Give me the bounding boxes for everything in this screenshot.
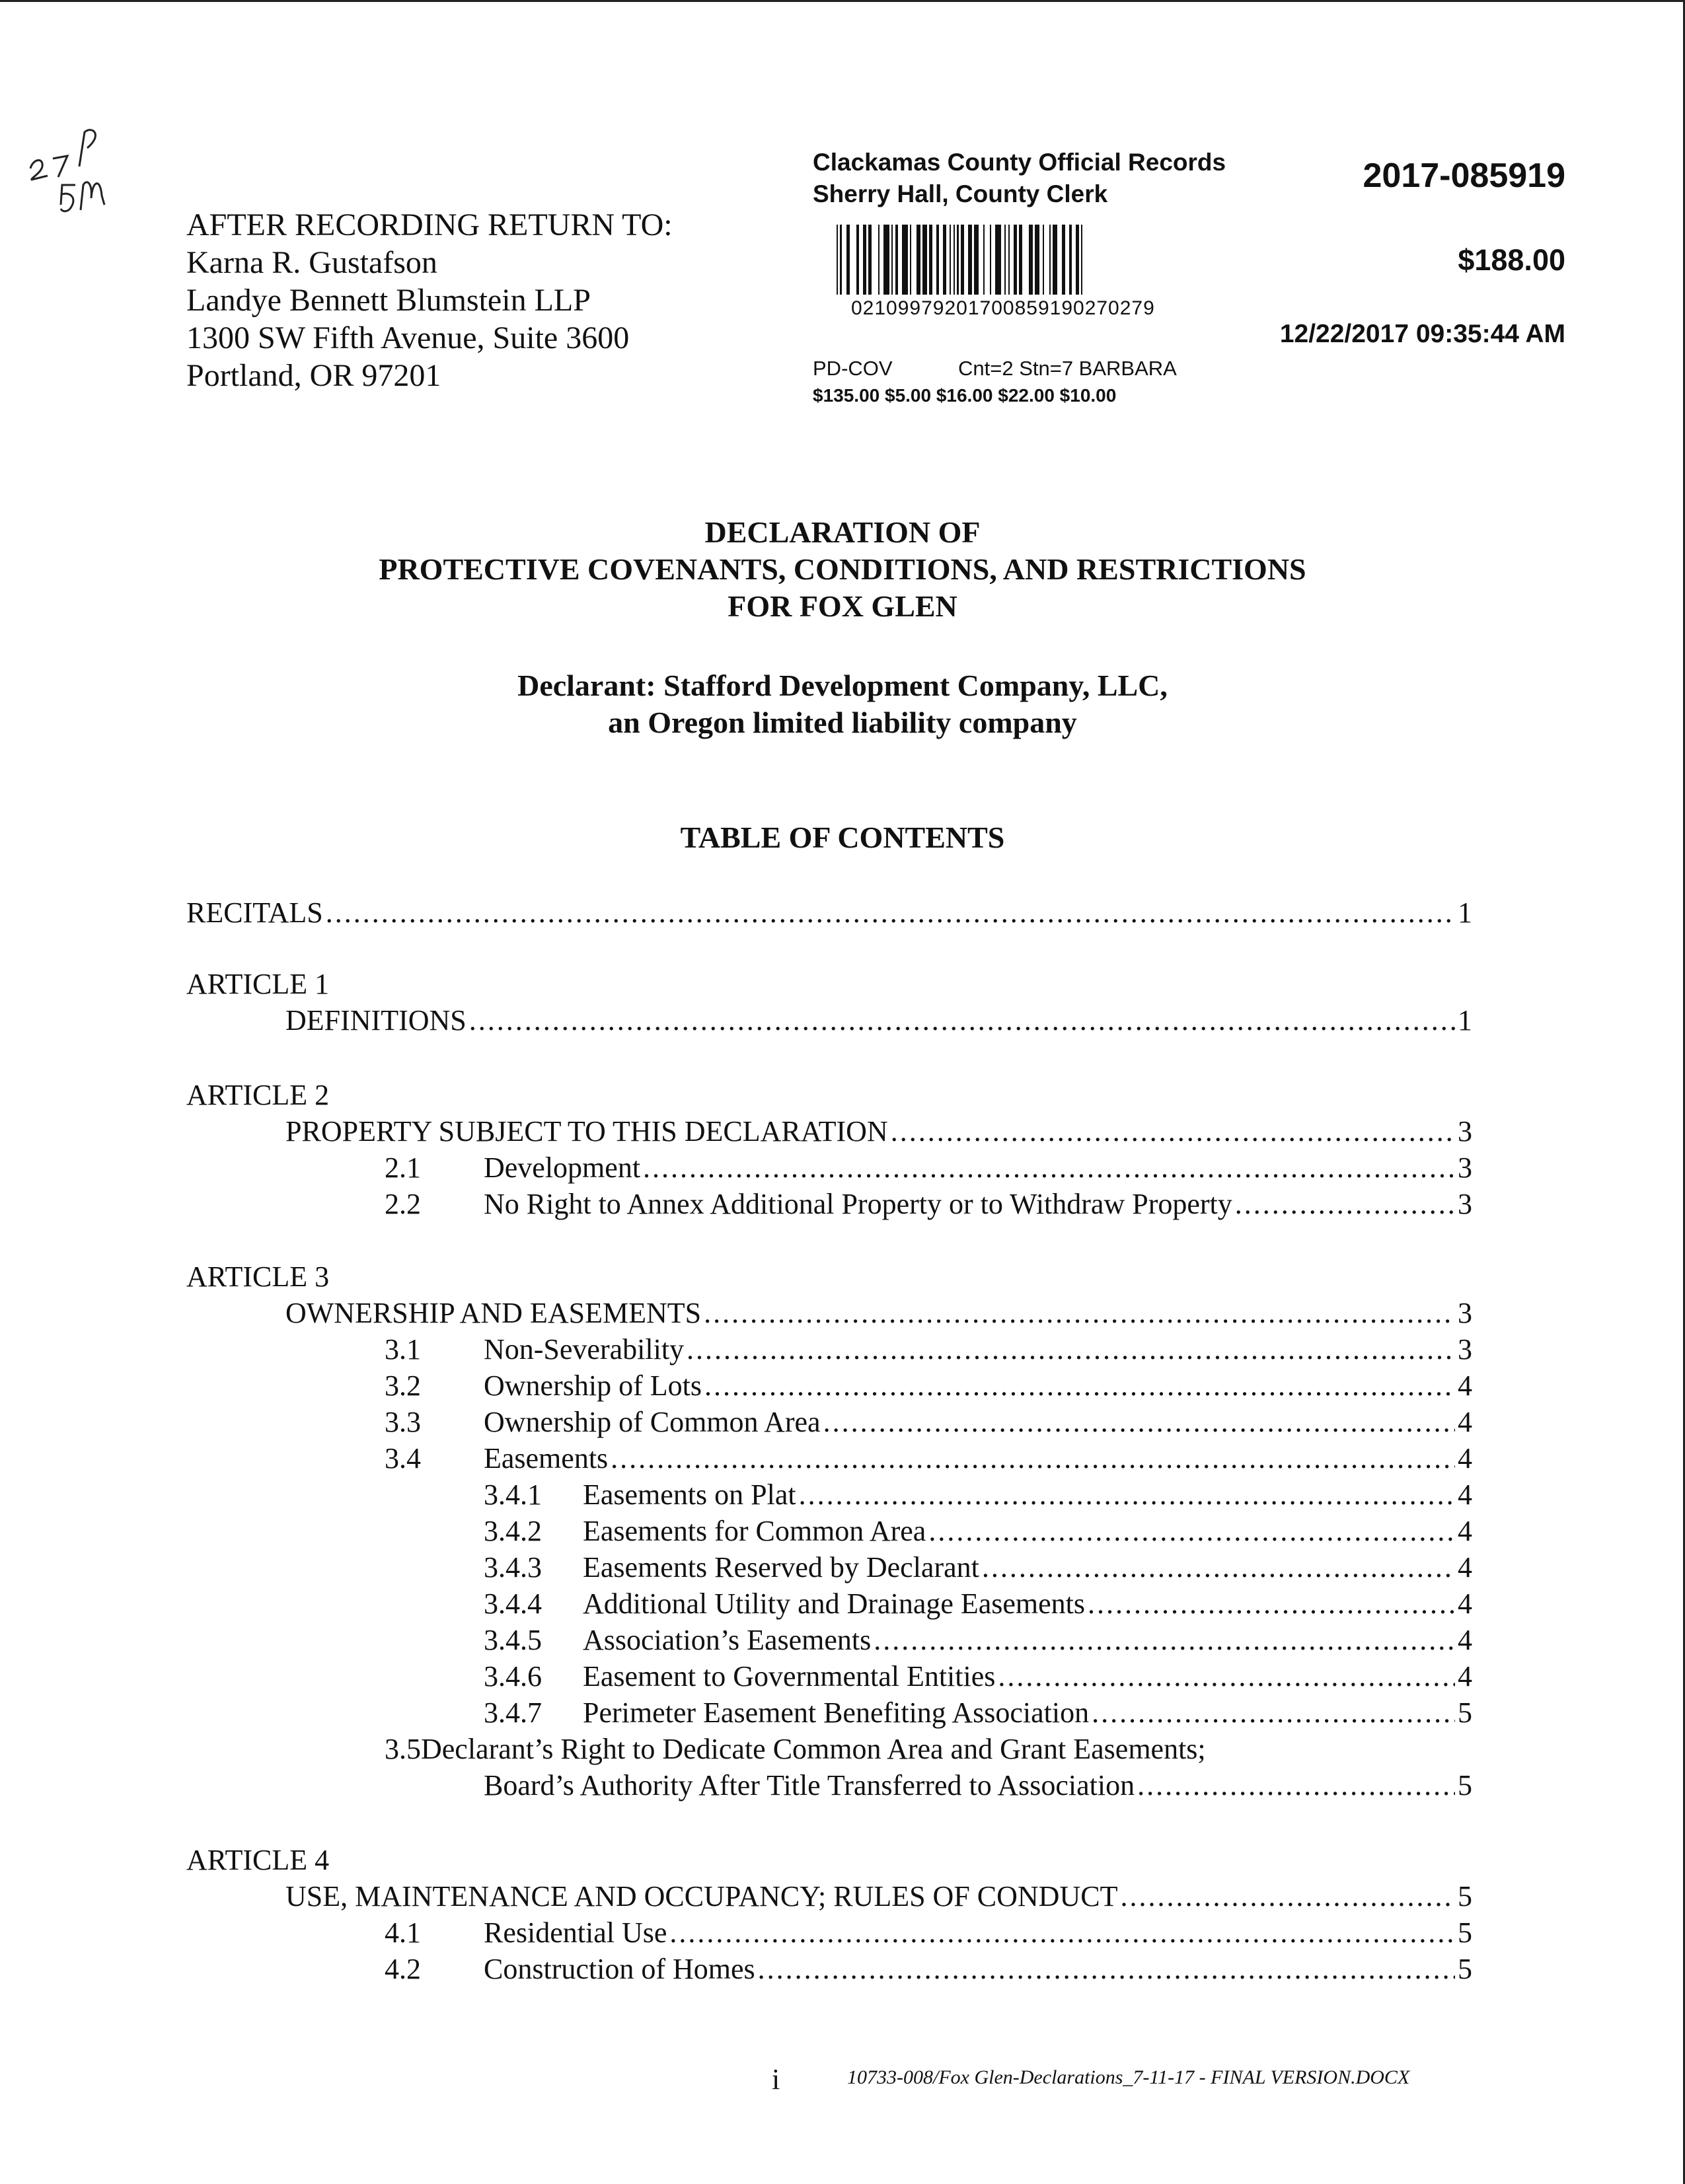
toc-label: No Right to Annex Additional Property or to Withdraw Property — [484, 1188, 1232, 1220]
toc-number: 3.4.2 — [484, 1515, 542, 1547]
toc-page: 5 — [1458, 1953, 1472, 1985]
recording-station: Cnt=2 Stn=7 BARBARA — [958, 357, 1177, 380]
footer-page-number: i — [772, 2063, 780, 2095]
toc-heading: TABLE OF CONTENTS — [680, 820, 1005, 854]
toc-page: 1 — [1458, 896, 1472, 929]
toc-label: Association’s Easements — [583, 1624, 872, 1656]
toc-page: 4 — [1458, 1660, 1472, 1693]
title-line-3: FOR FOX GLEN — [728, 589, 957, 623]
toc-entry-3-4-4 — [484, 1587, 1472, 1624]
toc-entry-3-4-6 — [484, 1659, 1472, 1696]
toc-page: 3 — [1458, 1333, 1472, 1365]
toc-entry-2-2 — [385, 1187, 1472, 1224]
toc-entry-3-2 — [385, 1369, 1472, 1406]
toc-page: 3 — [1458, 1151, 1472, 1184]
toc-entry-4-1 — [385, 1916, 1472, 1953]
footer-file-path: 10733-008/Fox Glen-Declarations_7-11-17 - FINAL VERSION.DOCX — [847, 2066, 1410, 2088]
toc-label: Development — [484, 1151, 641, 1184]
return-to-street: 1300 SW Fifth Avenue, Suite 3600 — [186, 320, 630, 355]
toc-number: 3.1 — [385, 1333, 421, 1365]
toc-page: 4 — [1458, 1515, 1472, 1547]
barcode-digits: 02109979201700859190270279 — [851, 297, 1155, 319]
toc-entry-3-4-1 — [484, 1478, 1472, 1515]
return-to-name: Karna R. Gustafson — [186, 245, 437, 280]
toc-page: 5 — [1458, 1880, 1472, 1912]
toc-entry-article-3 — [285, 1296, 1472, 1333]
toc-label: Easement to Governmental Entities — [583, 1660, 996, 1693]
recording-office-line1: Clackamas County Official Records — [813, 149, 1226, 176]
toc-number: 3.4.5 — [484, 1624, 542, 1656]
toc-label: Declarant’s Right to Dedicate Common Area and Grant Easements; — [421, 1733, 1206, 1765]
toc-label: USE, MAINTENANCE AND OCCUPANCY; RULES OF CONDUCT — [285, 1880, 1118, 1912]
title-line-1: DECLARATION OF — [704, 515, 981, 549]
declarant-line-2: an Oregon limited liability company — [608, 706, 1077, 739]
toc-page: 3 — [1458, 1115, 1472, 1147]
toc-entry-3-4-7 — [484, 1696, 1472, 1733]
recording-datetime: 12/22/2017 09:35:44 AM — [1279, 320, 1565, 348]
toc-number: 4.1 — [385, 1916, 421, 1949]
toc-number: 3.4.6 — [484, 1660, 542, 1693]
toc-number: 3.4.3 — [484, 1551, 542, 1583]
toc-label: OWNERSHIP AND EASEMENTS — [285, 1297, 702, 1329]
article-4-heading: ARTICLE 4 — [186, 1844, 330, 1876]
toc-label: Residential Use — [484, 1916, 667, 1949]
toc-number: 3.4.1 — [484, 1478, 542, 1511]
toc-label: Ownership of Lots — [484, 1369, 702, 1402]
title-line-2: PROTECTIVE COVENANTS, CONDITIONS, AND RESTRICTIONS — [379, 552, 1306, 586]
toc-label: Perimeter Easement Benefiting Association — [583, 1696, 1090, 1729]
toc-entry-3-4-2 — [484, 1514, 1472, 1551]
toc-number: 2.1 — [385, 1151, 421, 1184]
toc-entry-recitals — [186, 896, 1472, 933]
toc-page: 4 — [1458, 1442, 1472, 1474]
toc-number: 2.2 — [385, 1188, 421, 1220]
toc-entry-3-4-5 — [484, 1623, 1472, 1660]
article-1-heading: ARTICLE 1 — [186, 968, 330, 1000]
toc-label: Ownership of Common Area — [484, 1406, 821, 1438]
toc-label: Non-Severability — [484, 1333, 685, 1365]
toc-number: 3.4.4 — [484, 1587, 542, 1620]
article-2-heading: ARTICLE 2 — [186, 1079, 330, 1111]
toc-page: 4 — [1458, 1406, 1472, 1438]
toc-page: 3 — [1458, 1188, 1472, 1220]
toc-label: Easements for Common Area — [583, 1515, 926, 1547]
toc-number: 3.4.7 — [484, 1696, 542, 1729]
toc-entry-article-2 — [285, 1114, 1472, 1151]
toc-label: Additional Utility and Drainage Easements — [583, 1587, 1086, 1620]
toc-label: Easements on Plat — [583, 1478, 796, 1511]
toc-label: Easements — [484, 1442, 609, 1474]
toc-number: 4.2 — [385, 1953, 421, 1985]
recording-fees: $135.00 $5.00 $16.00 $22.00 $10.00 — [813, 385, 1117, 406]
toc-number: 3.3 — [385, 1406, 421, 1438]
toc-label: DEFINITIONS — [285, 1004, 467, 1037]
toc-page: 4 — [1458, 1587, 1472, 1620]
toc-number: 3.4 — [385, 1442, 421, 1474]
toc-entry-3-5-line-1 — [385, 1732, 1206, 1766]
declarant-line-1: Declarant: Stafford Development Company, LLC, — [517, 669, 1168, 702]
toc-entry-3-4-3 — [484, 1550, 1472, 1587]
toc-page: 4 — [1458, 1369, 1472, 1402]
toc-label: Construction of Homes — [484, 1953, 755, 1985]
toc-page: 4 — [1458, 1551, 1472, 1583]
toc-label: Board’s Authority After Title Transferred to Association — [484, 1769, 1135, 1802]
toc-page: 1 — [1458, 1004, 1472, 1037]
toc-number: 3.5 — [385, 1733, 421, 1765]
toc-entry-article-1 — [285, 1003, 1472, 1040]
recording-type-code: PD-COV — [813, 357, 893, 380]
toc-page: 5 — [1458, 1769, 1472, 1802]
toc-label: Easements Reserved by Declarant — [583, 1551, 979, 1583]
toc-entry-2-1 — [385, 1151, 1472, 1188]
toc-number: 3.2 — [385, 1369, 421, 1402]
toc-page: 4 — [1458, 1624, 1472, 1656]
toc-page: 5 — [1458, 1916, 1472, 1949]
toc-page: 3 — [1458, 1297, 1472, 1329]
return-to-city: Portland, OR 97201 — [186, 358, 441, 393]
return-to-heading: AFTER RECORDING RETURN TO: — [186, 207, 673, 242]
toc-page: 4 — [1458, 1478, 1472, 1511]
article-3-heading: ARTICLE 3 — [186, 1260, 330, 1293]
toc-entry-3-4 — [385, 1441, 1472, 1478]
recording-amount: $188.00 — [1458, 243, 1565, 277]
toc-label: RECITALS — [186, 896, 323, 929]
return-to-firm: Landye Bennett Blumstein LLP — [186, 283, 591, 318]
toc-entry-3-1 — [385, 1332, 1472, 1369]
toc-entry-4-2 — [385, 1952, 1472, 1989]
recording-office-line2: Sherry Hall, County Clerk — [813, 180, 1108, 207]
toc-entry-3-5-line-2 — [484, 1768, 1472, 1805]
toc-entry-3-3 — [385, 1405, 1472, 1442]
toc-label: PROPERTY SUBJECT TO THIS DECLARATION — [285, 1115, 888, 1147]
toc-entry-article-4 — [285, 1879, 1472, 1916]
toc-page: 5 — [1458, 1696, 1472, 1729]
document-number: 2017-085919 — [1363, 157, 1565, 195]
